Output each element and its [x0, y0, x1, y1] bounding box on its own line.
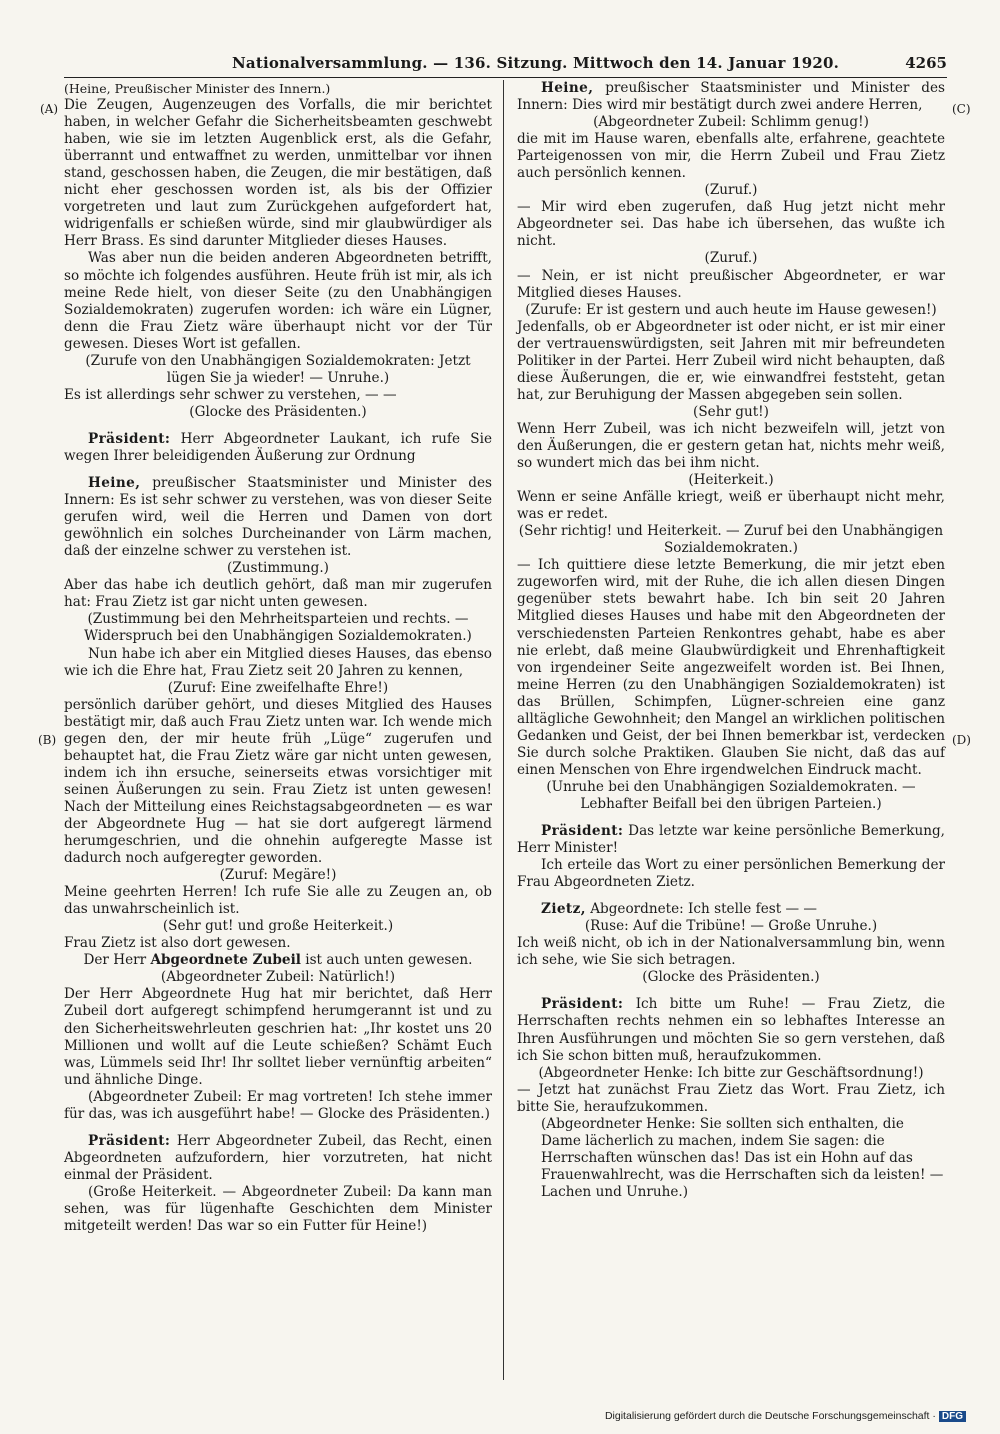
interjection: (Unruhe bei den Unabhängigen Sozialdemokraten. — Lebhafter Beifall bei den übrigen Parteien.) [546, 778, 916, 812]
margin-marker-a: (A) [40, 102, 59, 116]
speaker-name: Präsident: [88, 430, 171, 447]
paragraph: Meine geehrten Herren! Ich rufe Sie alle zu Zeugen an, ob das unwahrscheinlich ist. [64, 884, 492, 918]
column-divider [503, 80, 504, 1380]
paragraph [64, 952, 492, 969]
paragraph: Aber das habe ich deutlich gehört, daß man mir zugerufen hat: Frau Zietz ist gar nicht unten gewesen. [64, 577, 492, 611]
interjection: (Zustimmung.) [227, 560, 329, 577]
interjection: (Zustimmung bei den Mehrheitsparteien und rechts. — Widerspruch bei den Unabhängigen Sozialdemokraten.) [84, 611, 472, 645]
paragraph: Jedenfalls, ob er Abgeordneter ist oder nicht, er ist mir einer der vertrauenswürdigsten, seit Jahren mit mir befreundeten Politiker in der Partei. Herr Zubeil wird nicht behaupten, daß diese Äußerungen, die er, wie einwandfrei feststeht, getan hat, zur Beruhigung der Massen abgegeben sein sollen. [517, 318, 945, 403]
margin-marker-b: (B) [38, 733, 57, 747]
speaker-name: Präsident: [541, 823, 624, 840]
paragraph: — Mir wird eben zugerufen, daß Hug jetzt nicht mehr Abgeordneter sei. Das habe ich übersehen, das wußte ich nicht. [517, 199, 945, 250]
margin-marker-d: (D) [952, 733, 971, 747]
speech-block [64, 1133, 492, 1184]
paragraph: Es ist allerdings sehr schwer zu verstehen, — — [64, 386, 397, 403]
interjection: (Zurufe: Er ist gestern und auch heute im Hause gewesen!) [525, 301, 937, 318]
interjection: (Glocke des Präsidenten.) [189, 403, 367, 420]
interjection: (Abgeordneter Zubeil: Er mag vortreten! Ich stehe immer für das, was ich ausgeführt habe! — Glocke des Präsidenten.) [64, 1088, 492, 1122]
header-title: Nationalversammlung. — 136. Sitzung. Mittwoch den 14. Januar 1920. [232, 54, 840, 72]
paragraph: — Ich quittiere diese letzte Bemerkung, die mir jetzt eben zugeworfen wird, mit der Ruhe, die ich allen diesen Dingen gegenüber stets bewahrt habe. Ich bin seit 20 Jahren Mitglied dieses Hauses und habe mit den Abgeordneten der verschiedensten Parteien Renkontres gehabt, habe es aber nie erlebt, daß meine Glaubwürdigkeit und Ehrenhaftigkeit von irgendeiner Seite angezweifelt worden ist. Bei Ihnen, meine Herren (zu den Unabhängigen Sozialdemokraten) ist das Brüllen, Schimpfen, Lügner-schreien eine ganz alltägliche Gewohnheit; den Mangel an wirklichen politischen Gedanken und Geist, der bei Ihnen bemerkbar ist, verdecken Sie durch solche Praktiken. Glauben Sie nicht, daß das auf einen Menschen von Ehre irgendwelchen Eindruck macht. [517, 557, 945, 778]
speech-block [517, 80, 945, 114]
paragraph: persönlich darüber gehört, und dieses Mitglied des Hauses bestätigt mir, daß auch Frau Zietz unten war. Ich wende mich gegen den, der mir heute früh „Lüge“ zugerufen und behauptet hat, die Frau Zietz wäre gar nicht unten gewesen, indem ich ihn ersuche, seinerseits etwas vorsichtiger mit seinen Äußerungen zu sein. Frau Zietz ist unten gewesen! Nach der Mitteilung eines Reichstagsabgeordneten — es war der Abgeordnete Hug — hat sie dort aufgeregt lärmend herumgeschrien, und die ohnehin aufgeregte Masse ist dadurch noch aufgeregter geworden. [64, 696, 492, 867]
dfg-logo: DFG [939, 1411, 966, 1422]
interjection: (Sehr richtig! und Heiterkeit. — Zuruf bei den Unabhängigen Sozialdemokraten.) [518, 523, 944, 557]
speech-text: Das letzte war keine persönliche Bemerkung, Herr Minister! [517, 823, 945, 857]
speech-block [517, 996, 945, 1064]
speaker-name: Zietz, [541, 901, 586, 918]
speech-block [517, 823, 945, 857]
interjection: (Große Heiterkeit. — Abgeordneter Zubeil: Da kann man sehen, was für lügenhafte Geschichten dem Minister mitgeteilt werden! Das war so ein Futter für Heine!) [64, 1183, 492, 1235]
paragraph: Ich weiß nicht, ob ich in der Nationalversammlung bin, wenn ich sehe, wie Sie sich betragen. [517, 935, 945, 969]
interjection: (Glocke des Präsidenten.) [642, 969, 820, 986]
paragraph: — Jetzt hat zunächst Frau Zietz das Wort. Frau Zietz, ich bitte Sie, heraufzukommen. [517, 1081, 945, 1115]
speech-text: Herr Abgeordneter Laukant, ich rufe Sie wegen Ihrer beleidigenden Äußerung zur Ordnung [64, 430, 492, 464]
speaker-name: Präsident: [88, 1132, 171, 1149]
speech-text: Ich bitte um Ruhe! — Frau Zietz, die Herrschaften rechts nehmen ein so lebhaftes Interesse an Ihren Ausführungen und möchten Sie so gern verstehen, daß ich Sie schon bitten muß, heraufzukommen. [517, 996, 945, 1064]
paragraph: Was aber nun die beiden anderen Abgeordneten betrifft, so möchte ich folgendes ausführen. Heute früh ist mir, als ich meine Rede hielt, von dieser Seite (zu den Unabhängigen Sozialdemokraten) zugerufen worden: ich wäre ein Lügner, denn die Frau Zietz wäre überhaupt nicht vor der Tür gewesen. Dieses Wort ist gefallen. [64, 250, 492, 352]
margin-marker-c: (C) [952, 102, 971, 116]
text-fragment: Der Herr [83, 952, 147, 969]
paragraph: Frau Zietz ist also dort gewesen. [64, 935, 291, 952]
interjection: (Zuruf.) [704, 182, 758, 199]
speaker-name: Präsident: [541, 996, 624, 1013]
running-speaker-note: (Heine, Preußischer Minister des Innern.) [64, 81, 331, 96]
interjection: (Zurufe von den Unabhängigen Sozialdemokraten: Jetzt lügen Sie ja wieder! — Unruhe.) [85, 352, 471, 386]
interjection: (Ruse: Auf die Tribüne! — Große Unruhe.) [584, 918, 878, 935]
interjection: (Zuruf: Megäre!) [219, 867, 337, 884]
interjection: (Abgeordneter Henke: Sie sollten sich enthalten, die Dame lächerlich zu machen, indem Sie sagen: die Herrschaften wünschen das! Das ist ein Hohn auf das Frauenwahlrecht, was die Herrschaften sich da leisten! — Lachen und Unruhe.) [541, 1115, 944, 1200]
paragraph: Wenn er seine Anfälle kriegt, weiß er überhaupt nicht mehr, was er redet. [517, 489, 945, 523]
paragraph: Die Zeugen, Augenzeugen des Vorfalls, die mir berichtet haben, in welcher Gefahr die Sicherheitsbeamten geschwebt haben, wie sie im letzten Augenblick erst, als die Gefahr, überrannt und entwaffnet zu werden, unmittelbar vor ihnen stand, geschossen haben, die Zeugen, die mir bestätigen, daß nicht eher geschossen worden ist, als bis der Offizier vorgetreten und laut zum Zurückgehen aufgefordert hat, widrigenfalls er schießen würde, sind mir glaubwürdiger als Herr Brass. Es sind darunter Mitglieder dieses Hauses. [64, 97, 492, 250]
speech-text: Herr Abgeordneter Zubeil, das Recht, einen Abgeordneten aufzufordern, hier vorzutreten, hat nicht einmal der Präsident. [64, 1132, 492, 1183]
interjection: (Abgeordneter Zubeil: Natürlich!) [160, 969, 396, 986]
page-number: 4265 [905, 54, 947, 72]
interjection: (Abgeordneter Henke: Ich bitte zur Geschäftsordnung!) [538, 1064, 924, 1081]
interjection: (Zuruf.) [704, 250, 758, 267]
interjection: (Sehr gut! und große Heiterkeit.) [162, 918, 394, 935]
text-fragment: ist auch unten gewesen. [305, 952, 473, 969]
interjection: (Heiterkeit.) [688, 472, 774, 489]
paragraph: Wenn Herr Zubeil, was ich nicht bezweifeln will, jetzt von den Äußerungen, die er gestern getan hat, nichts mehr weiß, so wundert mich das bei ihm nicht. [517, 420, 945, 472]
speech-block [64, 475, 492, 560]
speech-text: preußischer Staatsminister und Minister des Innern: Es ist sehr schwer zu verstehen, was von dieser Seite gerufen wird, weil die Herren und Damen von dort gewöhnlich ein solches Durcheinander von Lärm machen, daß der einzelne schwer zu verstehen ist. [64, 475, 492, 560]
footer-text: Digitalisierung gefördert durch die Deutsche Forschungsgemeinschaft · [604, 1410, 936, 1422]
digitization-footer [605, 1410, 966, 1422]
interjection: (Abgeordneter Zubeil: Schlimm genug!) [593, 114, 869, 131]
paragraph: Ich erteile das Wort zu einer persönlichen Bemerkung der Frau Abgeordneten Zietz. [517, 857, 945, 891]
speech-text: Abgeordnete: Ich stelle fest — — [590, 901, 818, 918]
paragraph: Nun habe ich aber ein Mitglied dieses Hauses, das ebenso wie ich die Ehre hat, Frau Zietz seit 20 Jahren zu kennen, [64, 645, 492, 679]
speaker-name: Abgeordnete Zubeil [150, 952, 301, 969]
paragraph: Der Herr Abgeordnete Hug hat mir berichtet, daß Herr Zubeil dort aufgeregt schimpfend herumgerannt ist und zu den Sicherheitswehrleuten geschrien hat: „Ihr kostet uns 20 Millionen und wollt auf die Leute schießen? Schämt Euch was, Lümmels seid Ihr! Ihr solltet lieber vernünftig arbeiten“ und ähnliche Dinge. [64, 986, 492, 1088]
page-header [64, 53, 947, 78]
interjection: (Sehr gut!) [693, 403, 769, 420]
speech-block [517, 901, 945, 918]
speech-text: preußischer Staatsminister und Minister des Innern: Dies wird mir bestätigt durch zwei andere Herren, [517, 80, 945, 114]
right-column [517, 80, 945, 1201]
left-column [64, 80, 492, 1235]
speaker-name: Heine, [541, 80, 594, 96]
speech-block [64, 431, 492, 465]
interjection: (Zuruf: Eine zweifelhafte Ehre!) [167, 679, 389, 696]
speaker-name: Heine, [88, 475, 141, 492]
paragraph: die mit im Hause waren, ebenfalls alte, erfahrene, geachtete Parteigenossen von mir, die Herrn Zubeil und Frau Zietz auch persönlich kennen. [517, 131, 945, 182]
paragraph: — Nein, er ist nicht preußischer Abgeordneter, er war Mitglied dieses Hauses. [517, 267, 945, 301]
